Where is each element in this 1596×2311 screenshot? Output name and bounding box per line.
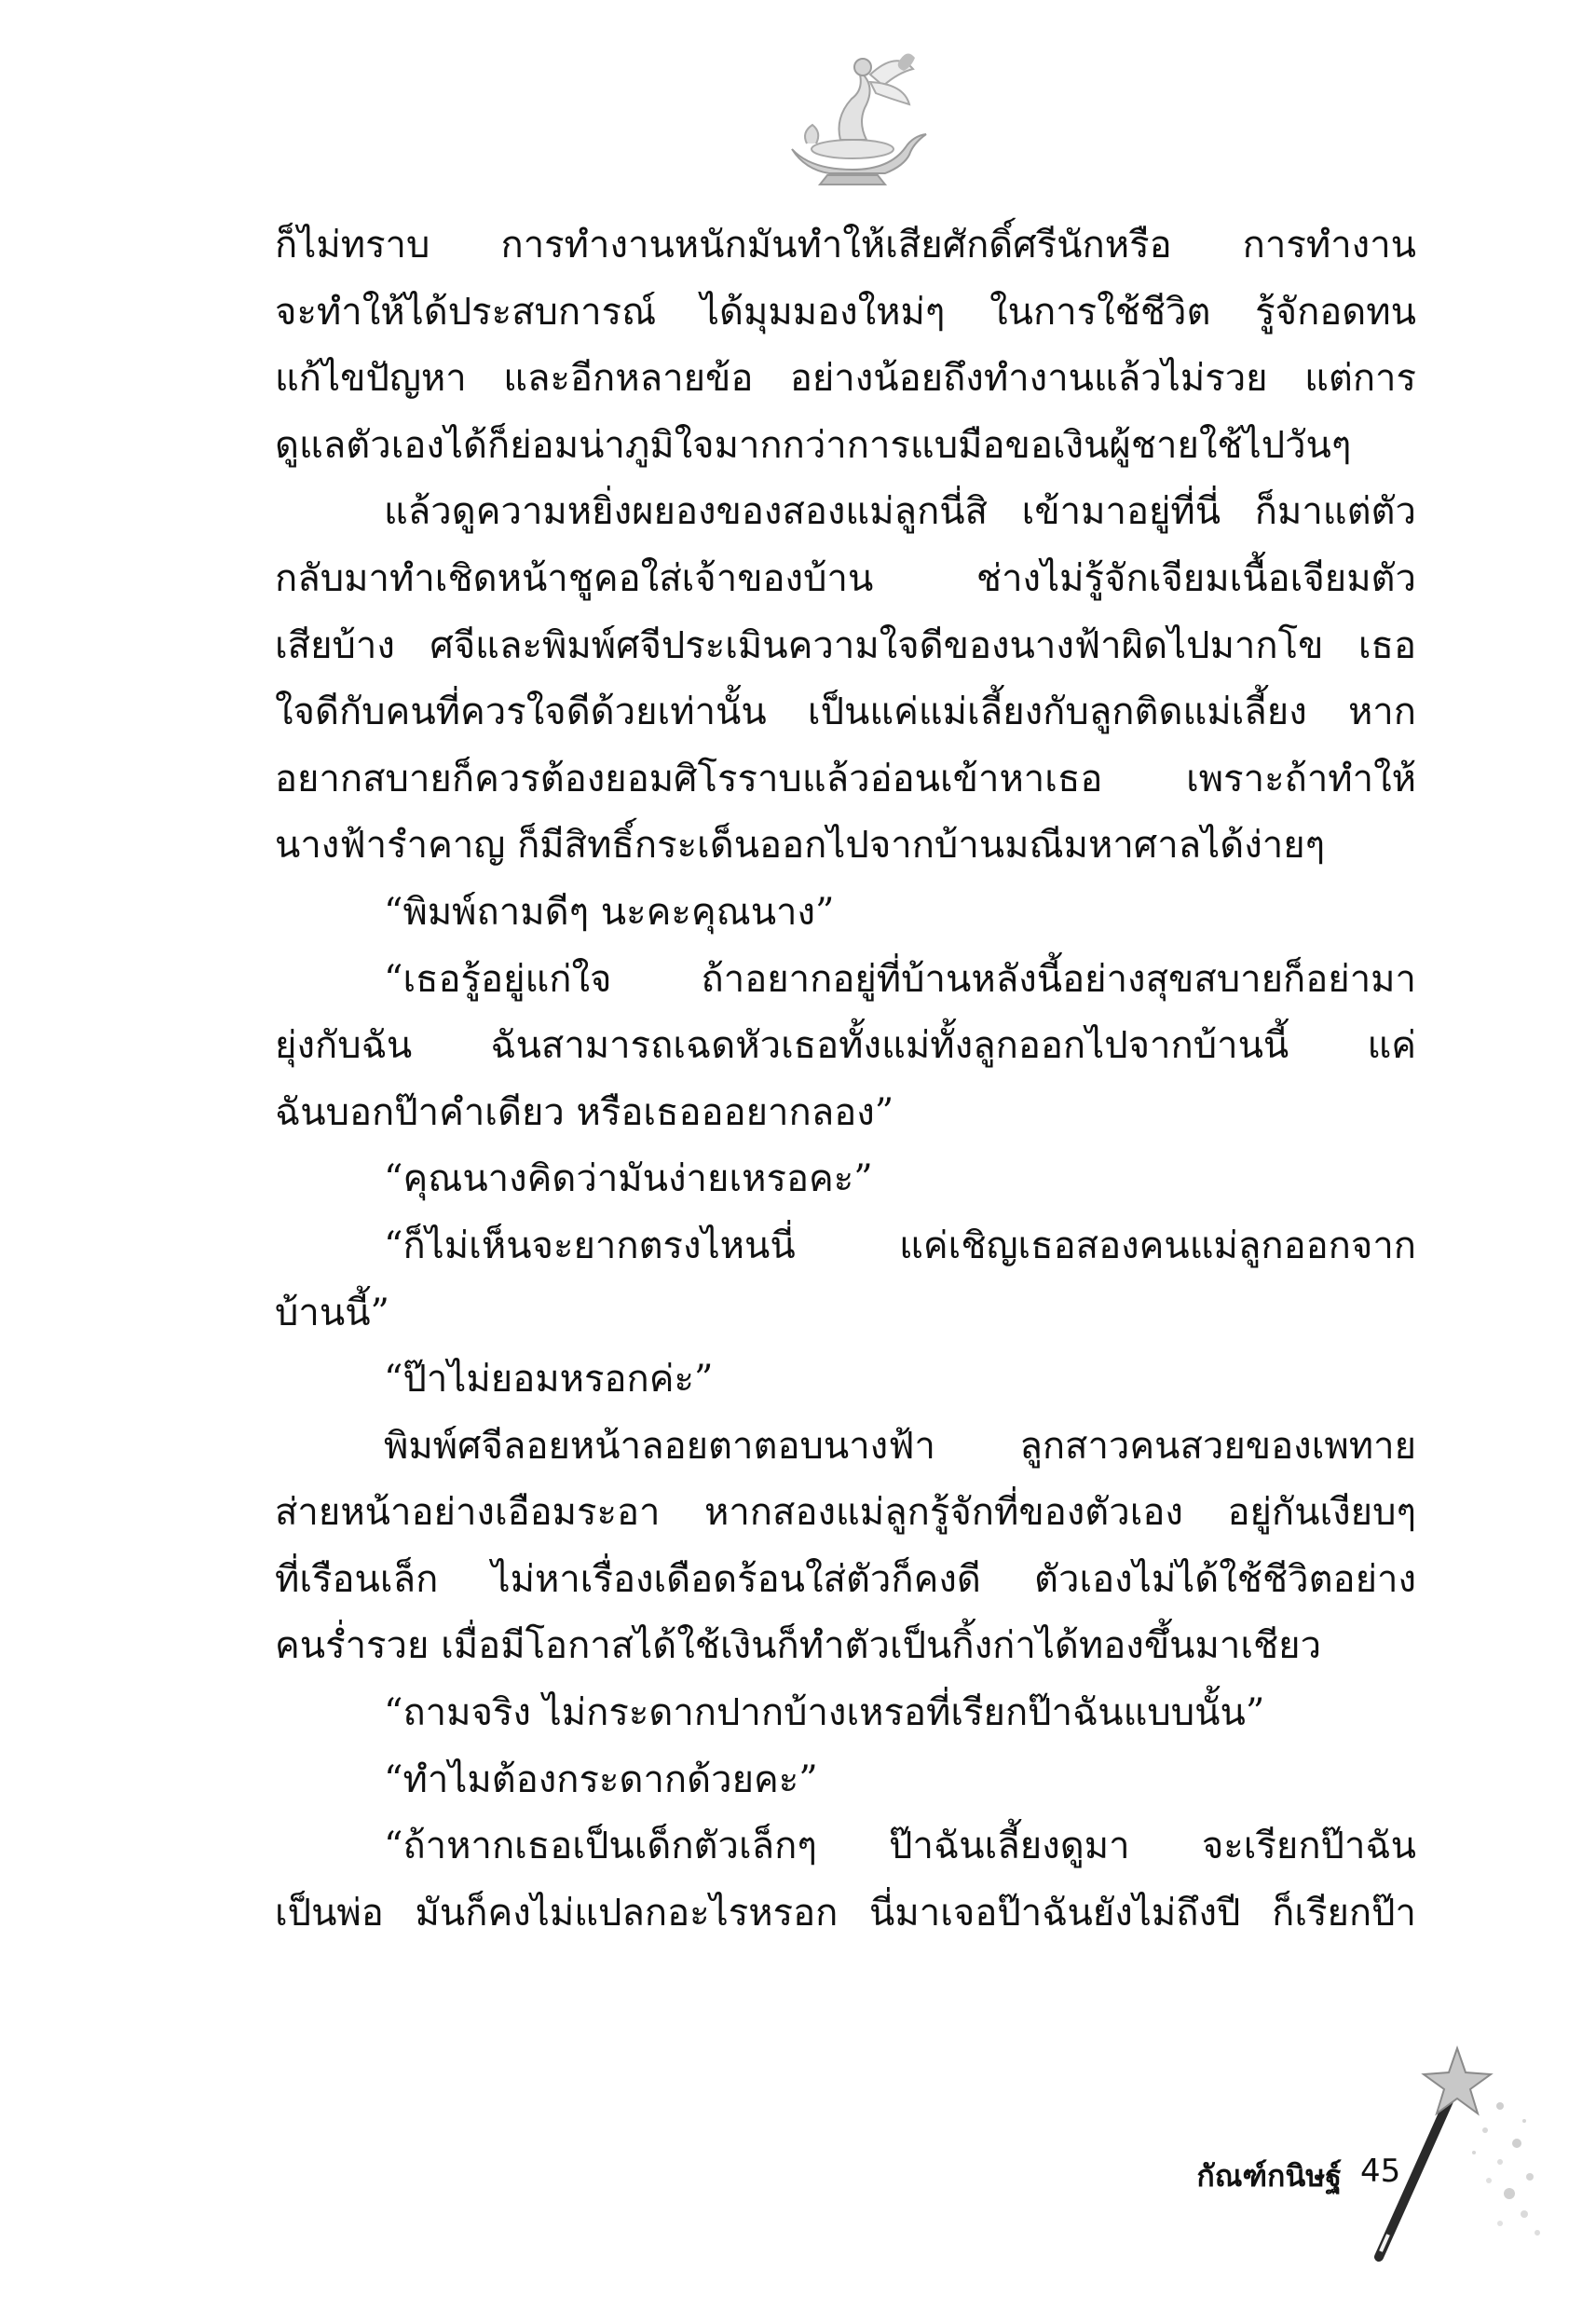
text-line: ส่ายหน้าอย่างเอือมระอา หากสองแม่ลูกรู้จักที่ของตัวเอง อยู่กันเงียบๆ — [275, 1491, 1416, 1535]
genie-lamp-with-fairy-icon — [773, 47, 932, 186]
text-line: ดูแลตัวเองได้ก็ย่อมน่าภูมิใจมากกว่าการแบมือขอเงินผู้ชายใช้ไปวันๆ — [275, 423, 1352, 467]
text-line: เป็นพ่อ มันก็คงไม่แปลกอะไรหรอก นี่มาเจอป๊าฉันยังไม่ถึงปี ก็เรียกป๊า — [275, 1891, 1416, 1935]
text-line: แล้วดูความหยิ่งผยองของสองแม่ลูกนี่สิ เข้ามาอยู่ที่นี่ ก็มาแต่ตัว — [384, 490, 1416, 534]
story-text — [275, 212, 1416, 1947]
text-line: “ถามจริง ไม่กระดากปากบ้างเหรอที่เรียกป๊าฉันแบบนั้น” — [384, 1691, 1265, 1735]
text-line: “ก็ไม่เห็นจะยากตรงไหนนี่ แค่เชิญเธอสองคนแม่ลูกออกจาก — [384, 1224, 1416, 1267]
text-line: อยากสบายก็ควรต้องยอมศิโรราบแล้วอ่อนเข้าหาเธอ เพราะถ้าทำให้ — [275, 757, 1416, 800]
text-line: คนร่ำรวย เมื่อมีโอกาสได้ใช้เงินก็ทำตัวเป็นกิ้งก่าได้ทองขึ้นมาเชียว — [275, 1624, 1322, 1668]
text-line: ก็ไม่ทราบ การทำงานหนักมันทำให้เสียศักดิ์ศรีนักหรือ การทำงาน — [275, 224, 1416, 267]
text-line: “พิมพ์ถามดีๆ นะคะคุณนาง” — [384, 890, 835, 934]
text-line: จะทำให้ได้ประสบการณ์ ได้มุมมองใหม่ๆ ในการใช้ชีวิต รู้จักอดทน — [275, 290, 1416, 334]
text-line: แก้ไขปัญหา และอีกหลายข้อ อย่างน้อยถึงทำงานแล้วไม่รวย แต่การ — [275, 357, 1416, 401]
magic-wand-sparkles-icon — [1360, 2041, 1547, 2264]
text-line: “เธอรู้อยู่แก่ใจ ถ้าอยากอยู่ที่บ้านหลังนี้อย่างสุขสบายก็อย่ามา — [384, 957, 1416, 1001]
text-line: กลับมาทำเชิดหน้าชูคอใส่เจ้าของบ้าน ช่างไม่รู้จักเจียมเนื้อเจียมตัว — [275, 556, 1416, 600]
text-line: “ทำไมต้องกระดากด้วยคะ” — [384, 1757, 818, 1801]
text-line: “ป๊าไม่ยอมหรอกค่ะ” — [384, 1358, 714, 1402]
text-line: “คุณนางคิดว่ามันง่ายเหรอคะ” — [384, 1157, 873, 1201]
text-line: ที่เรือนเล็ก ไม่หาเรื่องเดือดร้อนใส่ตัวก็คงดี ตัวเองไม่ได้ใช้ชีวิตอย่าง — [275, 1557, 1416, 1601]
text-line: ยุ่งกับฉัน ฉันสามารถเฉดหัวเธอทั้งแม่ทั้งลูกออกไปจากบ้านนี้ แค่ — [275, 1024, 1416, 1068]
text-line: เสียบ้าง ศจีและพิมพ์ศจีประเมินความใจดีของนางฟ้าผิดไปมากโข เธอ — [275, 623, 1416, 667]
text-line: พิมพ์ศจีลอยหน้าลอยตาตอบนางฟ้า ลูกสาวคนสวยของเพทาย — [384, 1424, 1416, 1468]
text-line: บ้านนี้” — [275, 1291, 389, 1334]
text-line: ใจดีกับคนที่ควรใจดีด้วยเท่านั้น เป็นแค่แม่เลี้ยงกับลูกติดแม่เลี้ยง หาก — [275, 691, 1416, 734]
page-footer — [1090, 2153, 1407, 2208]
book-title: กัณฑ์กนิษฐ์ — [1196, 2158, 1342, 2194]
text-line: “ถ้าหากเธอเป็นเด็กตัวเล็กๆ ป๊าฉันเลี้ยงดูมา จะเรียกป๊าฉัน — [384, 1825, 1416, 1868]
page-number: 45 — [1360, 2153, 1401, 2190]
text-line: ฉันบอกป๊าคำเดียว หรือเธอออยากลอง” — [275, 1090, 894, 1134]
text-line: นางฟ้ารำคาญ ก็มีสิทธิ์กระเด็นออกไปจากบ้านมณีมหาศาลได้ง่ายๆ — [275, 824, 1326, 868]
